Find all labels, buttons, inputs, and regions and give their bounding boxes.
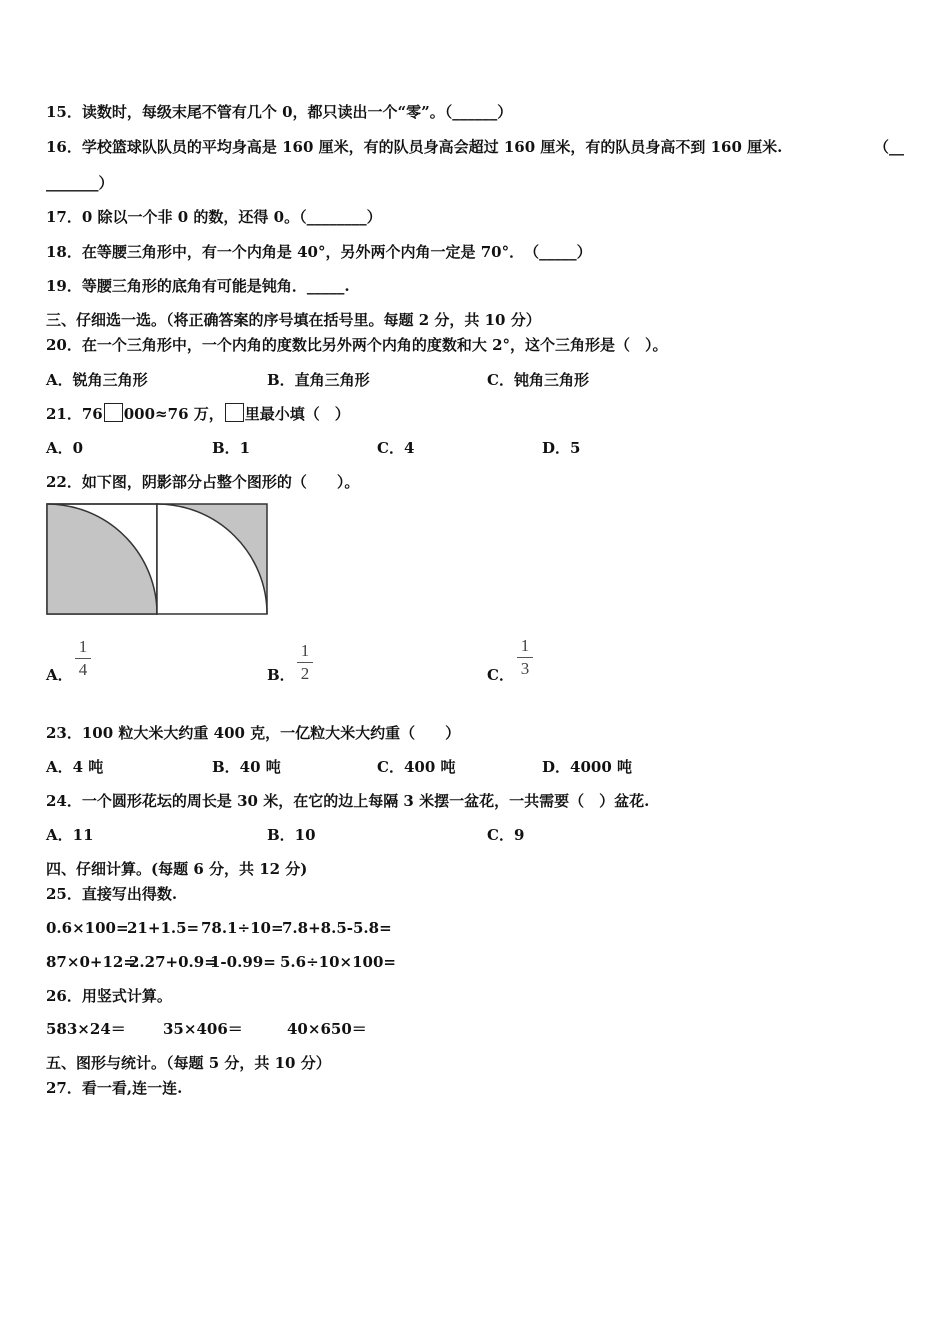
fraction-numerator: 1 (78, 637, 88, 656)
q21-option-a: A．0 (46, 439, 84, 457)
question-27: 27．看一看,连一连. (46, 1079, 183, 1097)
question-16: 16．学校篮球队队员的平均身高是 160 厘米，有的队员身高会超过 160 厘米，有的队员身高不到 160 厘米. (46, 138, 783, 156)
q23-option-b: B．40 吨 (212, 758, 281, 776)
q26-expr: 35×406＝ (163, 1020, 243, 1038)
section-5-heading: 五、图形与统计。（每题 5 分，共 10 分） (46, 1054, 331, 1072)
q21-option-d: D．5 (542, 439, 581, 457)
question-24: 24．一个圆形花坛的周长是 30 米，在它的边上每隔 3 米摆一盆花，一共需要（ ）盆花. (46, 792, 650, 810)
fraction-bar (75, 658, 91, 659)
question-17: 17．0 除以一个非 0 的数，还得 0。（________） (46, 208, 382, 226)
q24-option-c: C．9 (487, 826, 525, 844)
fraction-bar (297, 662, 313, 663)
question-16-blank-end: _______） (46, 174, 114, 192)
q25-expr: 5.6÷10×100= (280, 953, 396, 971)
q25-expr: 78.1÷10= (201, 919, 284, 937)
q23-option-c: C．400 吨 (377, 758, 456, 776)
question-16-blank-start: （__ (874, 138, 905, 156)
shaded-figure (45, 502, 271, 618)
fraction-bar (517, 657, 533, 658)
q22-option-c: C． (487, 666, 514, 684)
q25-expr: 21+1.5= (127, 919, 200, 937)
question-15: 15．读数时，每级末尾不管有几个 0，都只读出一个“零”。（______） (46, 103, 513, 121)
q25-expr: 87×0+12= (46, 953, 136, 971)
q25-expr: 0.6×100= (46, 919, 129, 937)
blank-box (104, 403, 123, 422)
q20-option-b: B．直角三角形 (267, 371, 370, 389)
q26-expr: 583×24＝ (46, 1020, 126, 1038)
q24-option-a: A．11 (46, 826, 94, 844)
q24-option-b: B．10 (267, 826, 316, 844)
question-20: 20．在一个三角形中，一个内角的度数比另外两个内角的度数和大 2°，这个三角形是（ ）。 (46, 336, 668, 354)
question-18: 18．在等腰三角形中，有一个内角是 40°，另外两个内角一定是 70°． （_____） (46, 243, 592, 261)
q23-option-a: A．4 吨 (46, 758, 104, 776)
question-25: 25．直接写出得数. (46, 885, 178, 903)
fraction-numerator: 1 (520, 636, 530, 655)
q20-option-c: C．钝角三角形 (487, 371, 589, 389)
fraction-denominator: 3 (520, 659, 530, 678)
section-4-heading: 四、仔细计算。(每题 6 分，共 12 分) (46, 860, 308, 878)
q21-text-b: 000≈76 万， (123, 405, 224, 423)
section-3-heading: 三、仔细选一选。（将正确答案的序号填在括号里。每题 2 分，共 10 分） (46, 311, 541, 329)
q25-expr: 7.8+8.5-5.8= (282, 919, 392, 937)
blank-box (225, 403, 244, 422)
question-21 (46, 403, 350, 424)
question-26: 26．用竖式计算。 (46, 987, 172, 1005)
q20-option-a: A．锐角三角形 (46, 371, 148, 389)
q26-expr: 40×650＝ (287, 1020, 367, 1038)
q25-expr: 1-0.99= (210, 953, 276, 971)
fraction-denominator: 4 (78, 660, 88, 679)
q25-expr: 2.27+0.9= (129, 953, 217, 971)
q22-fraction-b (295, 642, 315, 683)
q23-option-d: D．4000 吨 (542, 758, 632, 776)
q22-fraction-c (515, 637, 535, 678)
question-23: 23．100 粒大米大约重 400 克，一亿粒大米大约重（ ） (46, 724, 461, 742)
fraction-numerator: 1 (300, 641, 310, 660)
fraction-denominator: 2 (300, 664, 310, 683)
q22-option-b: B． (267, 666, 295, 684)
q21-option-b: B．1 (212, 439, 251, 457)
q22-fraction-a (73, 638, 93, 679)
question-22: 22．如下图，阴影部分占整个图形的（ ）。 (46, 473, 360, 491)
q21-option-c: C．4 (377, 439, 415, 457)
q22-option-a: A． (46, 666, 73, 684)
question-19: 19．等腰三角形的底角有可能是钝角．_____. (46, 277, 350, 295)
q21-text-c: 里最小填（ ） (244, 405, 350, 423)
q21-text-a: 21．76 (46, 405, 103, 423)
